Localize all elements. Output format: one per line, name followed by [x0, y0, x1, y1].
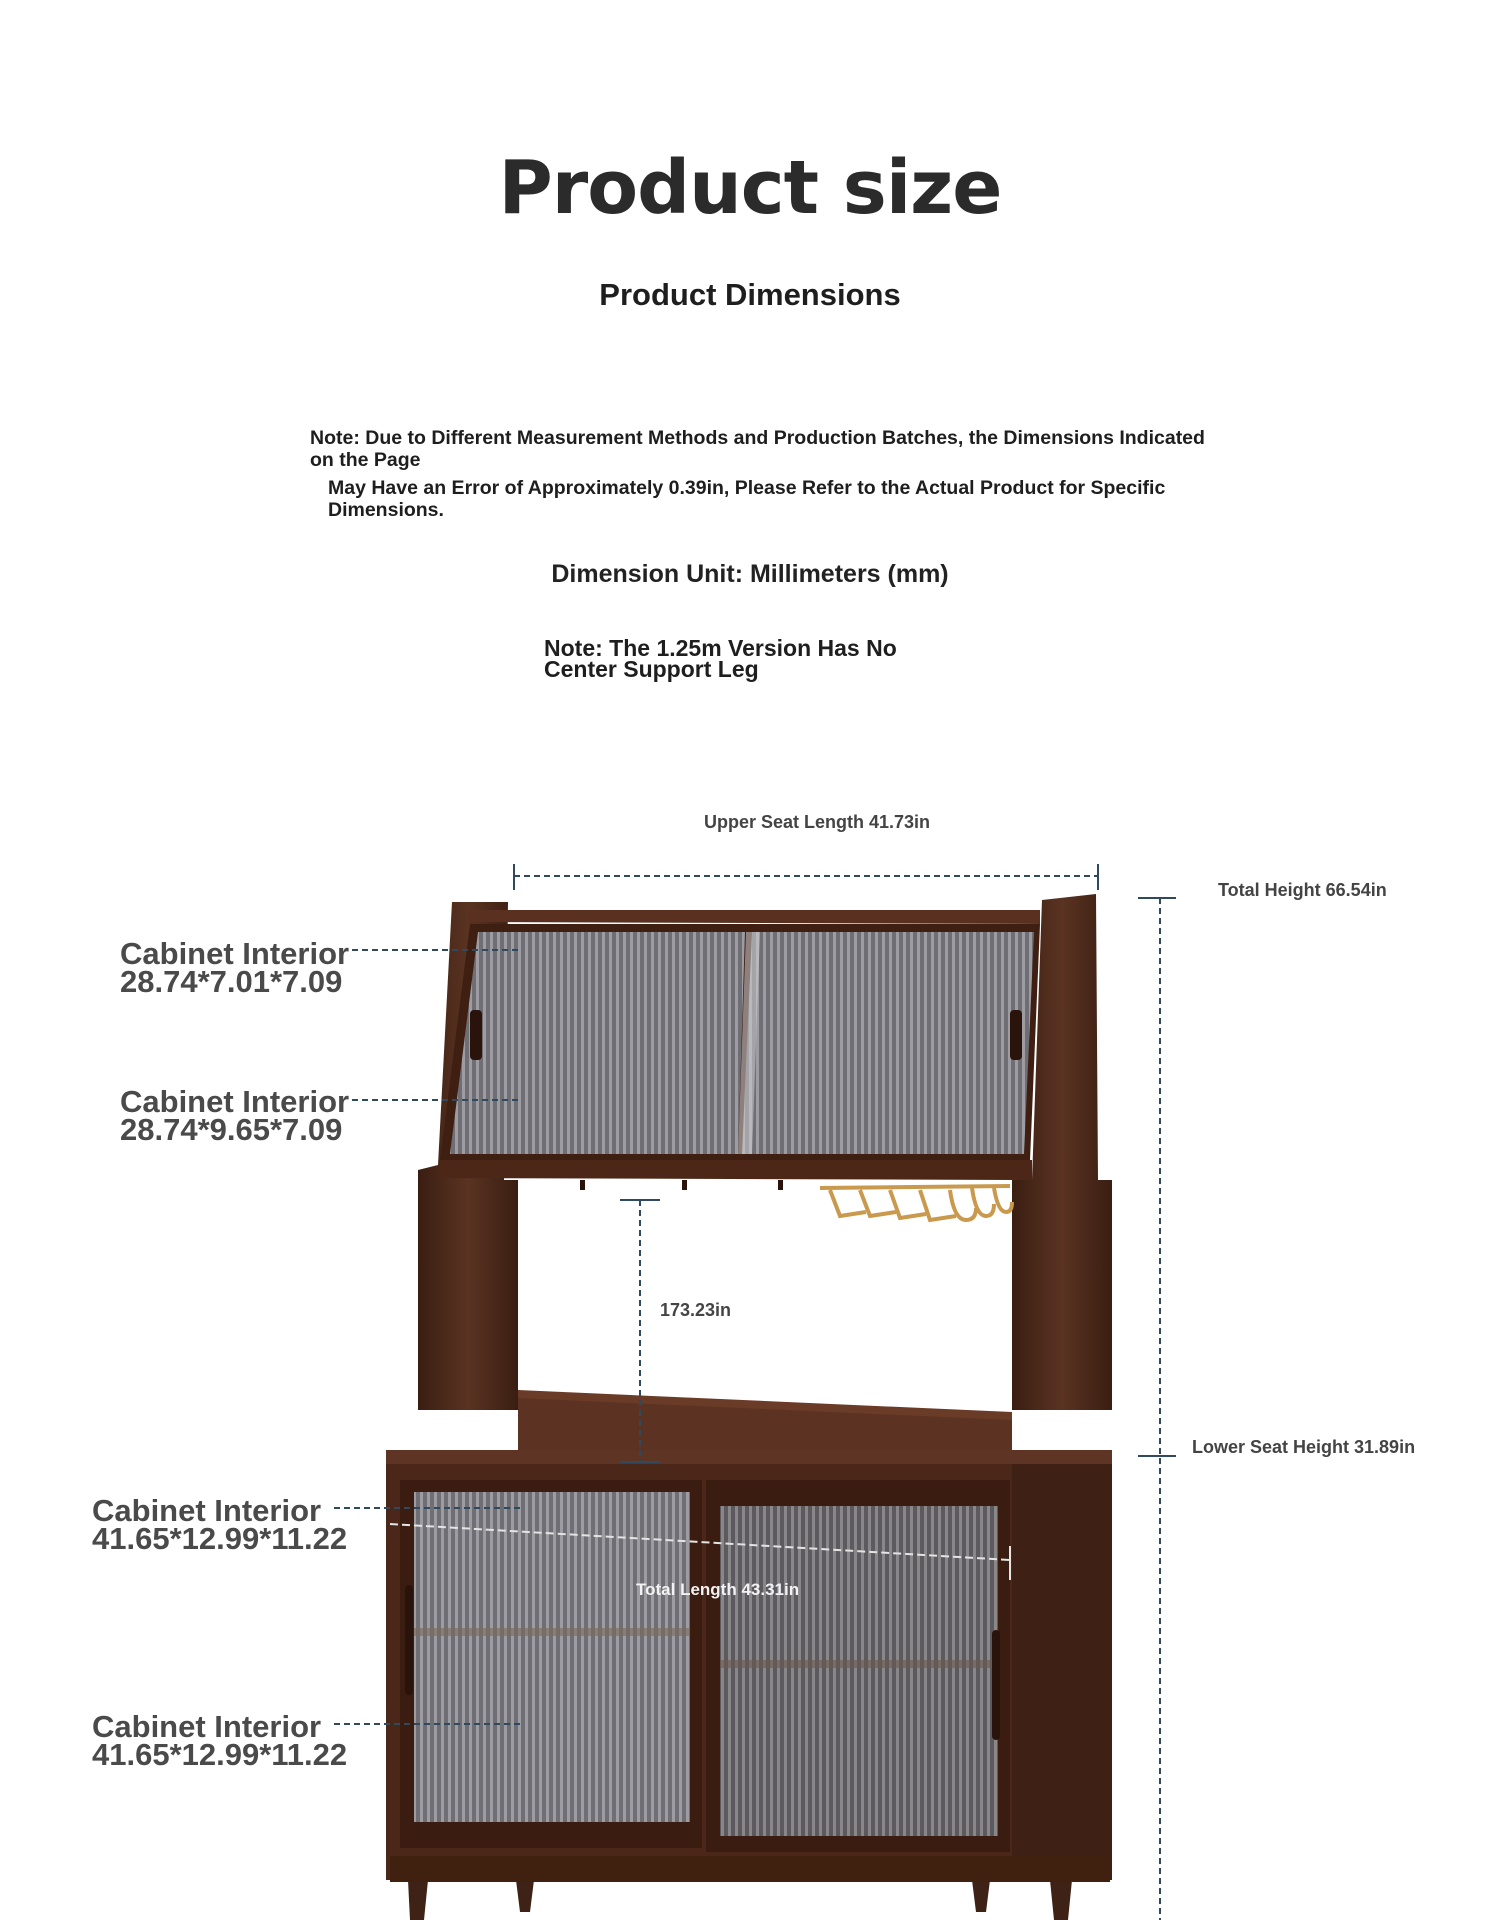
measurement-note-line1: Note: Due to Different Measurement Methods and Production Batches, the Dimensions Indicated on the Page: [310, 427, 1205, 471]
cabinet-interior-label-2: [120, 1084, 350, 1147]
lower-seat-height-label: Lower Seat Height 31.89in: [1192, 1437, 1416, 1457]
upper-frame: [418, 894, 1112, 1450]
cabinet-legs: [408, 1880, 1072, 1920]
page-title: Product size: [498, 145, 1002, 231]
cabinet-interior-title: Cabinet Interior: [92, 1709, 322, 1744]
glass-rack: [820, 1186, 1012, 1220]
dimension-unit-note: Dimension Unit: Millimeters (mm): [551, 560, 949, 588]
measurement-note-line2: May Have an Error of Approximately 0.39in, Please Refer to the Actual Product for Specific Dimensions.: [328, 477, 1166, 521]
total-length-label: Total Length 43.31in: [636, 1580, 800, 1599]
cabinet-interior-title: Cabinet Interior: [120, 1084, 350, 1119]
shelf-pegs: [580, 1180, 783, 1190]
cabinet-interior-title: Cabinet Interior: [120, 936, 350, 971]
page-subtitle: Product Dimensions: [599, 277, 901, 312]
total-height-label: Total Height 66.54in: [1218, 880, 1387, 900]
cabinet-interior-label-4: [92, 1709, 348, 1772]
cabinet-interior-label-3: [92, 1493, 348, 1556]
cabinet-interior-label-1: [120, 936, 350, 999]
middle-gap-label: 173.23in: [660, 1300, 732, 1320]
version-note: Note: The 1.25m Version Has No Center Support Leg: [544, 635, 897, 682]
cabinet-interior-value: 28.74*7.01*7.09: [120, 964, 343, 999]
lower-cabinet: [386, 1450, 1112, 1882]
cabinet-interior-title: Cabinet Interior: [92, 1493, 322, 1528]
upper-seat-length-label: Upper Seat Length 41.73in: [704, 812, 931, 832]
cabinet-interior-value: 41.65*12.99*11.22: [92, 1521, 348, 1556]
cabinet-interior-value: 28.74*9.65*7.09: [120, 1112, 343, 1147]
cabinet-interior-value: 41.65*12.99*11.22: [92, 1737, 348, 1772]
